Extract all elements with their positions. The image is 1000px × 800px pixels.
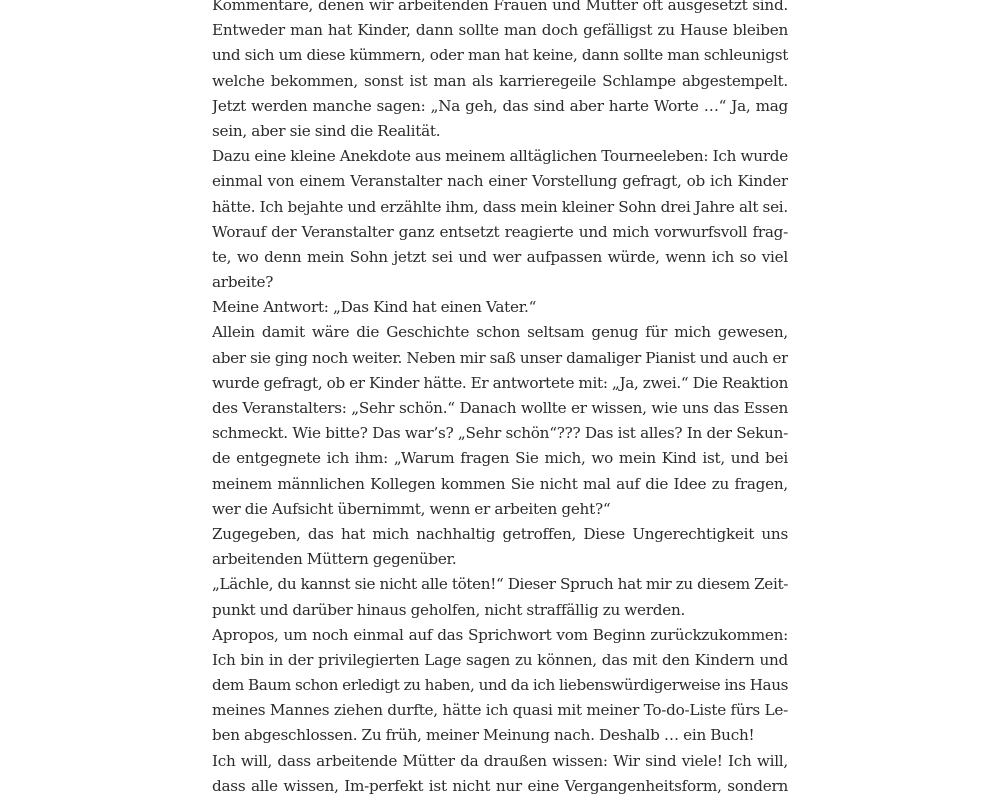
- text-line: wer die Aufsicht übernimmt, wenn er arbeiten geht?“: [212, 499, 611, 518]
- text-line: sein, aber sie sind die Realität.: [212, 121, 441, 140]
- text-line: schmeckt. Wie bitte? Das war’s? „Sehr schön“??? Das ist alles? In der Sekun-: [212, 424, 788, 443]
- text-line: Worauf der Veranstalter ganz entsetzt reagierte und mich vorwurfsvoll frag-: [212, 222, 788, 241]
- text-line: aber sie ging noch weiter. Neben mir saß unser damaliger Pianist und auch er: [212, 348, 788, 367]
- text-line: meinem männlichen Kollegen kommen Sie nicht mal auf die Idee zu fragen,: [212, 474, 788, 493]
- text-line: punkt und darüber hinaus geholfen, nicht straffällig zu werden.: [212, 600, 686, 619]
- text-line: de entgegnete ich ihm: „Warum fragen Sie mich, wo mein Kind ist, und bei: [212, 449, 788, 468]
- text-line: meines Mannes ziehen durfte, hätte ich quasi mit meiner To-do-Liste fürs Le-: [212, 701, 788, 720]
- text-line: und sich um diese kümmern, oder man hat keine, dann sollte man schleunigst: [212, 46, 788, 65]
- text-line: dem Baum schon erledigt zu haben, und da ich liebenswürdigerweise ins Haus: [212, 676, 788, 695]
- text-line: dass alle wissen, Im-perfekt ist nicht nur eine Vergangenheitsform, sondern: [212, 776, 788, 795]
- text-line: „Lächle, du kannst sie nicht alle töten!“ Dieser Spruch hat mir zu diesem Zeit-: [212, 575, 788, 594]
- text-line: Allein damit wäre die Geschichte schon seltsam genug für mich gewesen,: [212, 323, 788, 342]
- text-line: arbeite?: [212, 273, 274, 292]
- text-line: hätte. Ich bejahte und erzählte ihm, dass mein kleiner Sohn drei Jahre alt sei.: [212, 197, 788, 216]
- text-line: Ich bin in der privilegierten Lage sagen zu können, das mit den Kindern und: [212, 650, 788, 669]
- text-line: ben abgeschlossen. Zu früh, meiner Meinung nach. Deshalb … ein Buch!: [212, 726, 755, 745]
- text-line: te, wo denn mein Sohn jetzt sei und wer aufpassen würde, wenn ich so viel: [212, 247, 788, 266]
- text-line: des Veranstalters: „Sehr schön.“ Danach wollte er wissen, wie uns das Essen: [212, 399, 788, 417]
- text-line: Kommentare, denen wir arbeitenden Frauen und Mütter oft ausgesetzt sind.: [212, 0, 788, 14]
- text-line: wurde gefragt, ob er Kinder hätte. Er antwortete mit: „Ja, zwei.“ Die Reaktion: [212, 373, 788, 392]
- text-line: Meine Antwort: „Das Kind hat einen Vater.“: [212, 298, 537, 317]
- text-line: Ich will, dass arbeitende Mütter da draußen wissen: Wir sind viele! Ich will,: [212, 751, 788, 770]
- text-line: Jetzt werden manche sagen: „Na geh, das sind aber harte Worte …“ Ja, mag: [212, 96, 788, 115]
- body-text: [212, 0, 788, 799]
- text-line: Entweder man hat Kinder, dann sollte man doch gefälligst zu Hause bleiben: [212, 21, 788, 40]
- text-line: arbeitenden Müttern gegenüber.: [212, 550, 457, 569]
- text-line: Zugegeben, das hat mich nachhaltig getroffen, Diese Ungerechtigkeit uns: [212, 524, 788, 543]
- text-line: Dazu eine kleine Anekdote aus meinem alltäglichen Tourneeleben: Ich wurde: [212, 147, 788, 166]
- text-line: einmal von einem Veranstalter nach einer Vorstellung gefragt, ob ich Kinder: [212, 172, 788, 191]
- text-line: welche bekommen, sonst ist man als karrieregeile Schlampe abgestempelt.: [212, 71, 788, 90]
- text-line: Apropos, um noch einmal auf das Sprichwort vom Beginn zurückzukommen:: [212, 625, 788, 644]
